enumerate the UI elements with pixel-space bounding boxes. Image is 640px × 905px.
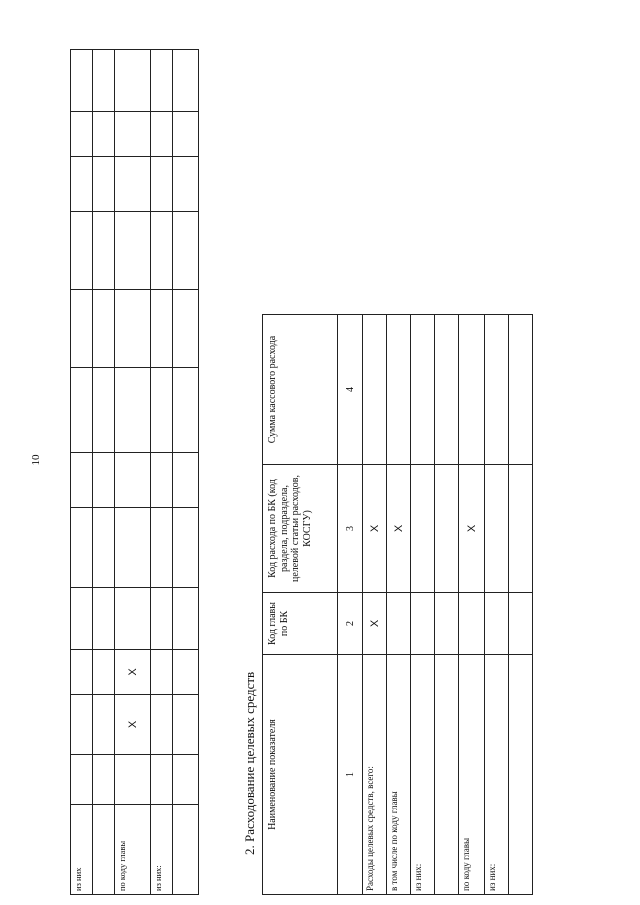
table-cell (93, 453, 115, 508)
table-cell (411, 465, 435, 593)
row-label: из них (71, 805, 93, 895)
table-cell (151, 588, 173, 650)
table-row (459, 315, 485, 895)
table-cell (115, 453, 151, 508)
table-row (411, 315, 435, 895)
table-cell: X (459, 465, 485, 593)
table-cell (115, 290, 151, 368)
row-label (509, 655, 533, 895)
table-cell (151, 695, 173, 755)
column-number: 3 (338, 465, 363, 593)
table-cell (173, 508, 199, 588)
table-cell (173, 112, 199, 157)
table-cell (435, 315, 459, 465)
section-title: 2. Расходование целевых средств (242, 671, 257, 855)
table-cell: X (363, 593, 387, 655)
table-cell (485, 315, 509, 465)
table-cell (459, 315, 485, 465)
row-label (435, 655, 459, 895)
table-cell (71, 695, 93, 755)
table-cell (173, 650, 199, 695)
row-label: из них: (485, 655, 509, 895)
table-cell (173, 368, 199, 453)
header-chapter-code: Код главы по БК (263, 593, 338, 655)
page-number: 10 (30, 454, 42, 466)
table-cell (387, 593, 411, 655)
header-indicator-name: Наименование показателя (263, 655, 338, 895)
row-label: в том числе по коду главы (387, 655, 411, 895)
table-cell (173, 695, 199, 755)
table-cell (71, 112, 93, 157)
table-cell (93, 650, 115, 695)
table-cell (459, 593, 485, 655)
table-cell (363, 315, 387, 465)
header-row (263, 315, 338, 895)
table-cell (71, 508, 93, 588)
rotated-page-content (70, 25, 590, 895)
table-cell (151, 368, 173, 453)
table-cell (509, 315, 533, 465)
table-cell (151, 212, 173, 290)
table-cell (71, 212, 93, 290)
column-number: 4 (338, 315, 363, 465)
table-cell (151, 157, 173, 212)
table-cell (115, 508, 151, 588)
table-cell (411, 593, 435, 655)
table-cell (411, 315, 435, 465)
table-cell (93, 588, 115, 650)
table-cell (509, 465, 533, 593)
table-cell (71, 453, 93, 508)
continuation-table (70, 49, 199, 895)
table-cell (93, 755, 115, 805)
table-cell: X (115, 695, 151, 755)
table-row (173, 50, 199, 895)
table-cell (509, 593, 533, 655)
table-cell (115, 50, 151, 112)
table-cell (115, 157, 151, 212)
table-cell (151, 508, 173, 588)
table-cell (173, 453, 199, 508)
table-cell (173, 157, 199, 212)
table-cell (173, 50, 199, 112)
table-cell (151, 755, 173, 805)
table-row (363, 315, 387, 895)
table-cell (173, 290, 199, 368)
table-row (435, 315, 459, 895)
table-cell (71, 755, 93, 805)
table-row (71, 50, 93, 895)
target-funds-table (262, 314, 533, 895)
row-label: по коду главы (459, 655, 485, 895)
table-cell (93, 290, 115, 368)
table-cell (435, 593, 459, 655)
table-cell: X (115, 650, 151, 695)
table-row (93, 50, 115, 895)
table-cell: X (363, 465, 387, 593)
table-row (485, 315, 509, 895)
table-cell (115, 755, 151, 805)
table-cell: X (387, 465, 411, 593)
table-cell (115, 112, 151, 157)
table-cell (71, 157, 93, 212)
header-expense-code: Код расхода по БК (код раздела, подраздела, целевой статьи расходов, КОСГУ) (263, 465, 338, 593)
table-cell (71, 368, 93, 453)
table-cell (93, 50, 115, 112)
table-cell (93, 508, 115, 588)
header-cash-expense-sum: Сумма кассового расхода (263, 315, 338, 465)
table-cell (115, 368, 151, 453)
table-cell (93, 157, 115, 212)
table-cell (173, 212, 199, 290)
table-row (509, 315, 533, 895)
table-cell (93, 212, 115, 290)
table-cell (93, 695, 115, 755)
table-cell (151, 50, 173, 112)
table-cell (485, 465, 509, 593)
table-cell (71, 290, 93, 368)
table-cell (151, 290, 173, 368)
table-cell (387, 315, 411, 465)
table-row (151, 50, 173, 895)
row-label (173, 805, 199, 895)
table-cell (485, 593, 509, 655)
row-label: из них: (151, 805, 173, 895)
table-cell (71, 50, 93, 112)
table-cell (71, 588, 93, 650)
column-number: 1 (338, 655, 363, 895)
table-cell (173, 588, 199, 650)
table-cell (173, 755, 199, 805)
table-cell (151, 650, 173, 695)
row-label (93, 805, 115, 895)
column-number-row (338, 315, 363, 895)
table-cell (115, 212, 151, 290)
column-number: 2 (338, 593, 363, 655)
row-label: по коду главы (115, 805, 151, 895)
table-cell (71, 650, 93, 695)
table-cell (93, 112, 115, 157)
row-label: Расходы целевых средств, всего: (363, 655, 387, 895)
table-cell (115, 588, 151, 650)
table-cell (151, 453, 173, 508)
row-label: из них: (411, 655, 435, 895)
table-cell (435, 465, 459, 593)
table-row (387, 315, 411, 895)
table-row (115, 50, 151, 895)
table-cell (151, 112, 173, 157)
table-cell (93, 368, 115, 453)
